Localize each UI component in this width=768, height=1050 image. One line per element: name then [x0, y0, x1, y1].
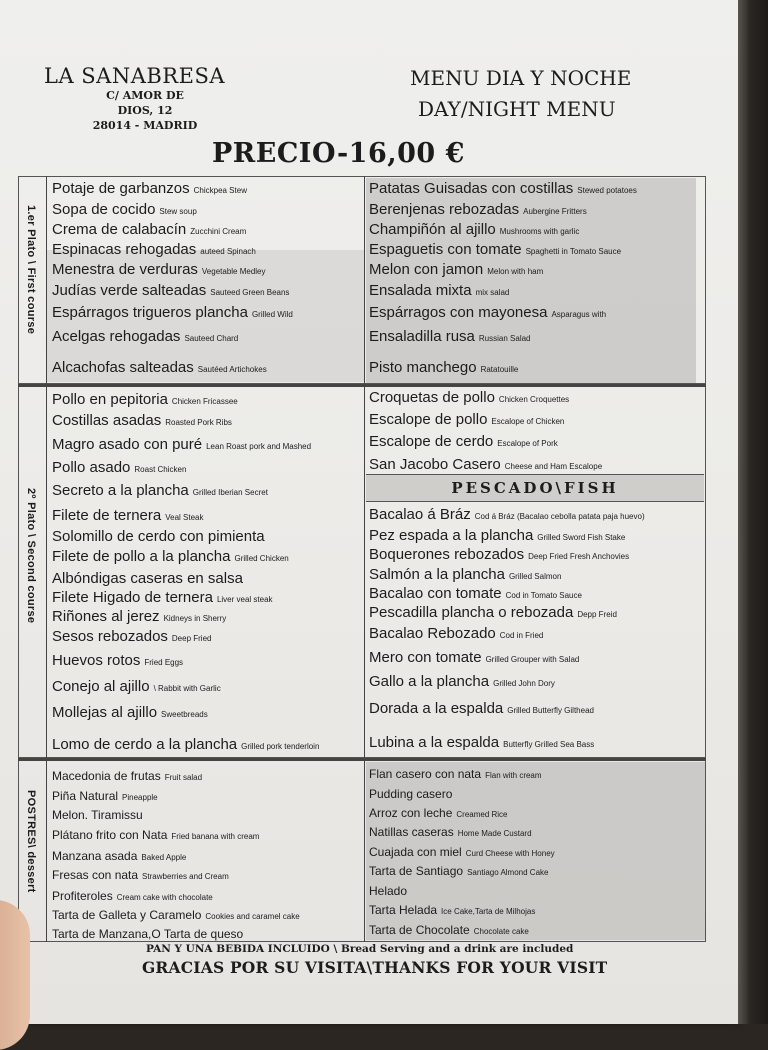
menu-item	[369, 527, 625, 544]
item-name-es: Manzana asada	[52, 849, 138, 863]
item-name-es: Espárragos con mayonesa	[369, 304, 548, 321]
item-name-en: Roast Chicken	[134, 465, 187, 474]
menu-item	[52, 459, 186, 476]
item-name-en: \ Rabbit with Garlic	[153, 684, 221, 693]
menu-item	[52, 391, 238, 408]
item-name-en: Santiago Almond Cake	[467, 868, 549, 877]
item-name-en: Deep Fried Fresh Anchovies	[528, 552, 630, 561]
menu-item	[52, 180, 247, 197]
item-name-es: Pudding casero	[369, 787, 453, 801]
menu-item	[369, 649, 579, 666]
item-name-en: Chicken Fricassee	[171, 397, 238, 406]
menu-item	[369, 787, 452, 801]
item-name-es: Bacalao Rebozado	[369, 625, 496, 642]
item-name-es: Flan casero con nata	[369, 767, 482, 781]
item-name-en: Ice Cake,Tarta de Milhojas	[441, 907, 536, 916]
menu-item	[369, 923, 529, 937]
item-name-es: San Jacobo Casero	[369, 456, 501, 473]
menu-item	[369, 734, 594, 751]
item-name-es: Piña Natural	[52, 789, 119, 803]
item-name-es: Lomo de cerdo a la plancha	[52, 736, 238, 753]
item-name-en: Grilled Wild	[251, 310, 293, 319]
label-divider	[46, 176, 47, 942]
menu-item	[369, 845, 555, 859]
menu-item	[52, 908, 300, 922]
item-name-en: Grilled Iberian Secret	[192, 488, 268, 497]
item-name-en: Grilled Salmon	[508, 572, 562, 581]
thumb	[0, 900, 30, 1050]
item-name-es: Judías verde salteadas	[52, 282, 207, 299]
item-name-es: Magro asado con puré	[52, 436, 203, 453]
footer-thanks: GRACIAS POR SU VISITA\THANKS FOR YOUR VISIT	[142, 958, 608, 977]
item-name-es: Bacalao con tomate	[369, 585, 502, 602]
menu-item	[369, 328, 531, 345]
menu-item	[52, 769, 202, 783]
item-name-en: Cod á Bráz (Bacalao cebolla patata paja huevo)	[474, 512, 645, 521]
menu-item	[52, 927, 243, 941]
menu-item	[52, 736, 319, 753]
menu-item	[369, 700, 594, 717]
section-divider-1	[18, 384, 706, 387]
item-name-es: Tarta de Chocolate	[369, 923, 470, 937]
item-name-es: Salmón a la plancha	[369, 566, 505, 583]
restaurant-address	[90, 88, 200, 133]
fish-header: PESCADO\FISH	[366, 474, 704, 502]
item-name-es: Tarta Helada	[369, 903, 438, 917]
menu-item	[52, 789, 158, 803]
item-name-es: Riñones al jerez	[52, 608, 160, 625]
item-name-en: Fruit salad	[164, 773, 203, 782]
item-name-en: Ratatouille	[480, 365, 519, 374]
restaurant-name: LA SANABRESA	[44, 64, 226, 88]
item-name-en: Sautéed Artichokes	[197, 365, 267, 374]
menu-price: PRECIO-16,00 €	[212, 138, 465, 169]
menu-item	[52, 328, 238, 345]
item-name-en: auteed Spinach	[200, 247, 256, 256]
menu-item	[369, 825, 532, 839]
item-name-es: Tarta de Santiago	[369, 864, 464, 878]
item-name-es: Secreto a la plancha	[52, 482, 189, 499]
item-name-en: Aubergine Fritters	[523, 207, 587, 216]
item-name-en: Grilled Sword Fish Stake	[537, 533, 626, 542]
menu-item	[52, 412, 232, 429]
item-name-en: Sauteed Chard	[184, 334, 239, 343]
item-name-en: Flan with cream	[485, 771, 542, 780]
item-name-es: Lubina a la espalda	[369, 734, 500, 751]
menu-item	[52, 570, 243, 587]
item-name-en: Stewed potatoes	[577, 186, 637, 195]
item-name-es: Tarta de Galleta y Caramelo	[52, 908, 202, 922]
item-name-en: mix salad	[475, 288, 510, 297]
item-name-es: Profiteroles	[52, 889, 113, 903]
item-name-es: Melon con jamon	[369, 261, 484, 278]
item-name-es: Escalope de cerdo	[369, 433, 494, 450]
menu-item	[52, 849, 186, 863]
menu-item	[52, 589, 273, 606]
menu-item	[369, 282, 509, 299]
item-name-es: Escalope de pollo	[369, 411, 488, 428]
item-name-en: Kidneys in Sherry	[163, 614, 227, 623]
section-divider-2	[18, 758, 706, 761]
item-name-es: Mollejas al ajillo	[52, 704, 158, 721]
item-name-es: Ensalada mixta	[369, 282, 472, 299]
item-name-en: Pineapple	[122, 793, 158, 802]
menu-item	[369, 411, 564, 428]
item-name-es: Bacalao á Bráz	[369, 506, 471, 523]
item-name-es: Filete de pollo a la plancha	[52, 548, 231, 565]
menu-item	[369, 456, 602, 473]
item-name-en: Grilled Butterfly Gilthead	[507, 706, 594, 715]
item-name-en: Veal Steak	[165, 513, 204, 522]
item-name-en: Vegetable Medley	[201, 267, 266, 276]
menu-item	[369, 201, 587, 218]
item-name-es: Espaguetis con tomate	[369, 241, 522, 258]
item-name-es: Tarta de Manzana,O Tarta de queso	[52, 927, 244, 941]
item-name-es: Espinacas rehogadas	[52, 241, 197, 258]
menu-item	[369, 767, 542, 781]
item-name-en: Butterfly Grilled Sea Bass	[503, 740, 595, 749]
menu-item	[52, 868, 229, 882]
menu-item	[369, 566, 561, 583]
item-name-en: Fried banana with cream	[171, 832, 260, 841]
menu-item	[369, 585, 582, 602]
menu-item	[369, 604, 617, 621]
item-name-es: Sopa de cocido	[52, 201, 156, 218]
item-name-es: Solomillo de cerdo con pimienta	[52, 528, 265, 545]
item-name-es: Gallo a la plancha	[369, 673, 490, 690]
item-name-es: Macedonia de frutas	[52, 769, 161, 783]
item-name-es: Pescadilla plancha o rebozada	[369, 604, 574, 621]
menu-item	[369, 506, 645, 523]
item-name-en: Strawberries and Cream	[142, 872, 229, 881]
menu-item	[52, 436, 311, 453]
menu-item	[52, 201, 197, 218]
menu-item	[369, 625, 543, 642]
item-name-es: Filete Higado de ternera	[52, 589, 213, 606]
menu-item	[52, 678, 221, 695]
column-divider	[364, 176, 365, 942]
menu-item	[52, 359, 267, 376]
item-name-en: Cheese and Ham Escalope	[504, 462, 603, 471]
menu-item	[52, 828, 259, 842]
menu-item	[52, 282, 289, 299]
menu-item	[369, 221, 579, 238]
item-name-es: Potaje de garbanzos	[52, 180, 190, 197]
item-name-es: Fresas con nata	[52, 868, 139, 882]
menu-item	[52, 528, 265, 545]
item-name-es: Menestra de verduras	[52, 261, 198, 278]
item-name-en: Cookies and caramel cake	[205, 912, 300, 921]
dessert-label: POSTRES\ dessert	[25, 790, 37, 893]
item-name-en: Melon with ham	[487, 267, 544, 276]
item-name-es: Mero con tomate	[369, 649, 482, 666]
item-name-es: Filete de ternera	[52, 507, 162, 524]
address-line2: 28014 - MADRID	[92, 119, 198, 132]
item-name-en: Lean Roast pork and Mashed	[206, 442, 312, 451]
menu-item	[369, 180, 637, 197]
item-name-es: Sesos rebozados	[52, 628, 168, 645]
item-name-en: Chickpea Stew	[193, 186, 247, 195]
menu-item	[369, 389, 569, 406]
menu-item	[52, 704, 208, 721]
menu-item	[52, 507, 203, 524]
item-name-en: Chocolate cake	[473, 927, 529, 936]
menu-item	[369, 884, 407, 898]
item-name-en: Spaghetti in Tomato Sauce	[525, 247, 622, 256]
menu-item	[52, 304, 293, 321]
item-name-en: Grilled Grouper with Salad	[485, 655, 580, 664]
item-name-es: Melon. Tiramissu	[52, 808, 143, 822]
menu-item	[52, 608, 226, 625]
menu-item	[369, 864, 548, 878]
item-name-es: Crema de calabacín	[52, 221, 187, 238]
item-name-en: Roasted Pork Ribs	[165, 418, 232, 427]
item-name-en: Cream cake with chocolate	[116, 893, 213, 902]
item-name-en: Grilled Chicken	[234, 554, 289, 563]
item-name-es: Costillas asadas	[52, 412, 162, 429]
address-line1: C/ AMOR DE DIOS, 12	[106, 89, 184, 117]
item-name-en: Depp Freid	[577, 610, 617, 619]
item-name-es: Acelgas rehogadas	[52, 328, 181, 345]
item-name-en: Sweetbreads	[161, 710, 208, 719]
item-name-en: Home Made Custard	[457, 829, 532, 838]
menu-item	[369, 304, 606, 321]
item-name-en: Fried Eggs	[144, 658, 184, 667]
menu-item	[52, 241, 256, 258]
menu-item	[52, 652, 183, 669]
menu-item	[369, 546, 629, 563]
menu-item	[52, 889, 213, 903]
item-name-en: Grilled pork tenderloin	[241, 742, 320, 751]
second-course-label: 2º Plato \ Second course	[25, 488, 37, 624]
menu-item	[52, 482, 268, 499]
item-name-es: Patatas Guisadas con costillas	[369, 180, 574, 197]
item-name-es: Pollo asado	[52, 459, 131, 476]
first-course-label: 1.er Plato \ First course	[25, 205, 37, 335]
item-name-en: Sauteed Green Beans	[210, 288, 290, 297]
item-name-es: Pollo en pepitoria	[52, 391, 168, 408]
item-name-en: Escalope of Pork	[497, 439, 558, 448]
menu-item	[369, 673, 555, 690]
item-name-es: Arroz con leche	[369, 806, 453, 820]
menu-title-es: MENU DIA Y NOCHE	[410, 66, 632, 90]
menu-item	[369, 806, 508, 820]
item-name-es: Albóndigas caseras en salsa	[52, 570, 243, 587]
item-name-es: Champiñón al ajillo	[369, 221, 496, 238]
menu-item	[369, 241, 621, 258]
footer-bread-drink: PAN Y UNA BEBIDA INCLUIDO \ Bread Serving and a drink are included	[146, 943, 574, 955]
item-name-en: Chicken Croquettes	[498, 395, 570, 404]
item-name-en: Zucchini Cream	[190, 227, 247, 236]
item-name-en: Cod in Tomato Sauce	[505, 591, 582, 600]
item-name-es: Boquerones rebozados	[369, 546, 525, 563]
item-name-es: Pisto manchego	[369, 359, 477, 376]
item-name-en: Deep Fried	[171, 634, 212, 643]
menu-item	[52, 628, 211, 645]
item-name-es: Espárragos trigueros plancha	[52, 304, 248, 321]
menu-item	[52, 221, 246, 238]
item-name-es: Berenjenas rebozadas	[369, 201, 520, 218]
menu-item	[369, 433, 558, 450]
item-name-en: Grilled John Dory	[493, 679, 555, 688]
item-name-es: Croquetas de pollo	[369, 389, 495, 406]
item-name-es: Conejo al ajillo	[52, 678, 150, 695]
item-name-en: Cod in Fried	[499, 631, 544, 640]
item-name-en: Curd Cheese with Honey	[465, 849, 555, 858]
item-name-en: Stew soup	[159, 207, 197, 216]
item-name-en: Asparagus with	[551, 310, 607, 319]
item-name-es: Dorada a la espalda	[369, 700, 504, 717]
menu-item	[52, 548, 289, 565]
menu-item	[52, 808, 143, 822]
item-name-es: Natillas caseras	[369, 825, 454, 839]
item-name-en: Creamed Rice	[456, 810, 508, 819]
item-name-es: Ensaladilla rusa	[369, 328, 475, 345]
item-name-en: Mushrooms with garlic	[499, 227, 580, 236]
item-name-es: Cuajada con miel	[369, 845, 462, 859]
item-name-es: Pez espada a la plancha	[369, 527, 534, 544]
item-name-es: Alcachofas salteadas	[52, 359, 194, 376]
item-name-es: Huevos rotos	[52, 652, 141, 669]
item-name-es: Helado	[369, 884, 408, 898]
menu-item	[52, 261, 266, 278]
item-name-en: Liver veal steak	[216, 595, 273, 604]
item-name-es: Plátano frito con Nata	[52, 828, 168, 842]
binder-edge	[738, 0, 768, 1024]
menu-item	[369, 359, 518, 376]
menu-title-en: DAY/NIGHT MENU	[418, 97, 616, 121]
item-name-en: Russian Salad	[478, 334, 531, 343]
menu-item	[369, 903, 535, 917]
item-name-en: Escalope of Chicken	[491, 417, 565, 426]
menu-item	[369, 261, 543, 278]
item-name-en: Baked Apple	[141, 853, 187, 862]
